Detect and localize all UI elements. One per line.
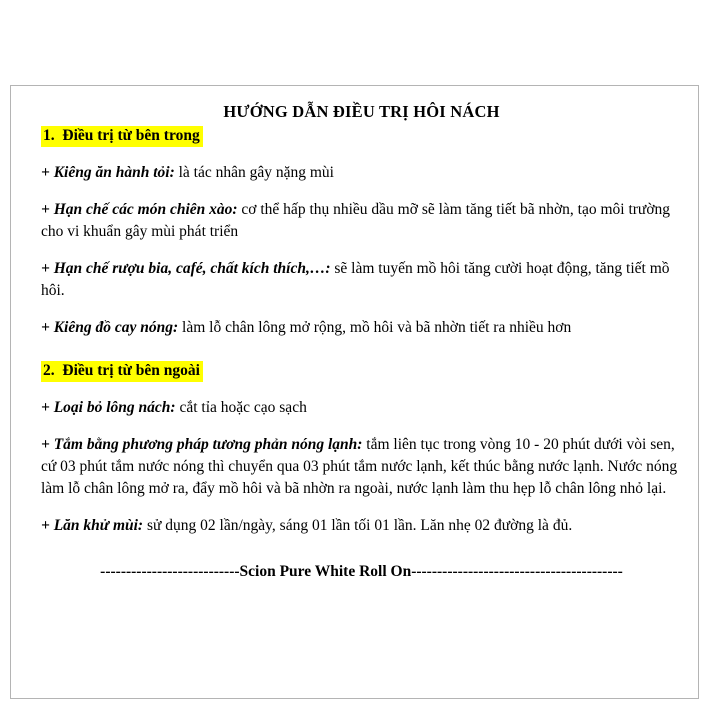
item-lead: + Kiêng đồ cay nóng: bbox=[41, 319, 179, 336]
list-item bbox=[41, 317, 682, 339]
item-lead: + Kiêng ăn hành tỏi: bbox=[41, 164, 175, 181]
item-lead: + Loại bỏ lông nách: bbox=[41, 399, 176, 416]
list-item bbox=[41, 258, 682, 302]
item-text: cơ thể hấp thụ nhiều dầu mỡ sẽ làm tăng tiết bã nhờn, tạo môi trường cho vi khuẩn gây mùi phát triển bbox=[41, 201, 674, 240]
list-item bbox=[41, 162, 682, 184]
item-lead: + Tắm bằng phương pháp tương phản nóng lạnh: bbox=[41, 436, 363, 453]
item-text: tắm liên tục trong vòng 10 - 20 phút dưới vòi sen, cứ 03 phút tắm nước nóng thì chuyển qua 03 phút tắm nước lạnh, kết thúc bằng nước lạnh. Nước nóng làm lỗ chân lông mở ra, đẩy mồ hôi và bã nhờn ra ngoài, nước lạnh làm thu hẹp lỗ chân lông nhỏ lại. bbox=[41, 436, 681, 497]
item-text: sẽ làm tuyến mồ hôi tăng cười hoạt động, tăng tiết mồ hôi. bbox=[41, 260, 674, 299]
item-lead: + Lăn khử mùi: bbox=[41, 517, 144, 534]
section-1 bbox=[41, 126, 682, 147]
list-item bbox=[41, 515, 682, 537]
list-item bbox=[41, 199, 682, 243]
page-title: HƯỚNG DẪN ĐIỀU TRỊ HÔI NÁCH bbox=[223, 102, 500, 121]
item-lead: + Hạn chế các món chiên xào: bbox=[41, 201, 238, 218]
item-lead: + Hạn chế rượu bia, café, chất kích thích,…: bbox=[41, 260, 331, 277]
item-text: sử dụng 02 lần/ngày, sáng 01 lần tối 01 lần. Lăn nhẹ 02 đường là đủ. bbox=[143, 517, 573, 534]
section-heading-2: 2. Điều trị từ bên ngoài bbox=[41, 361, 203, 382]
item-text: là tác nhân gây nặng mùi bbox=[174, 164, 334, 181]
section-heading-1: 1. Điều trị từ bên trong bbox=[41, 126, 203, 147]
item-text: làm lỗ chân lông mở rộng, mồ hôi và bã nhờn tiết ra nhiều hơn bbox=[178, 319, 572, 336]
footer-line: ---------------------------Scion Pure White Roll On----------------------------------------- bbox=[100, 563, 623, 580]
document-page bbox=[10, 85, 699, 699]
list-item bbox=[41, 434, 682, 500]
item-text: cắt tỉa hoặc cạo sạch bbox=[175, 399, 307, 416]
list-item bbox=[41, 397, 682, 419]
section-2 bbox=[41, 361, 682, 382]
